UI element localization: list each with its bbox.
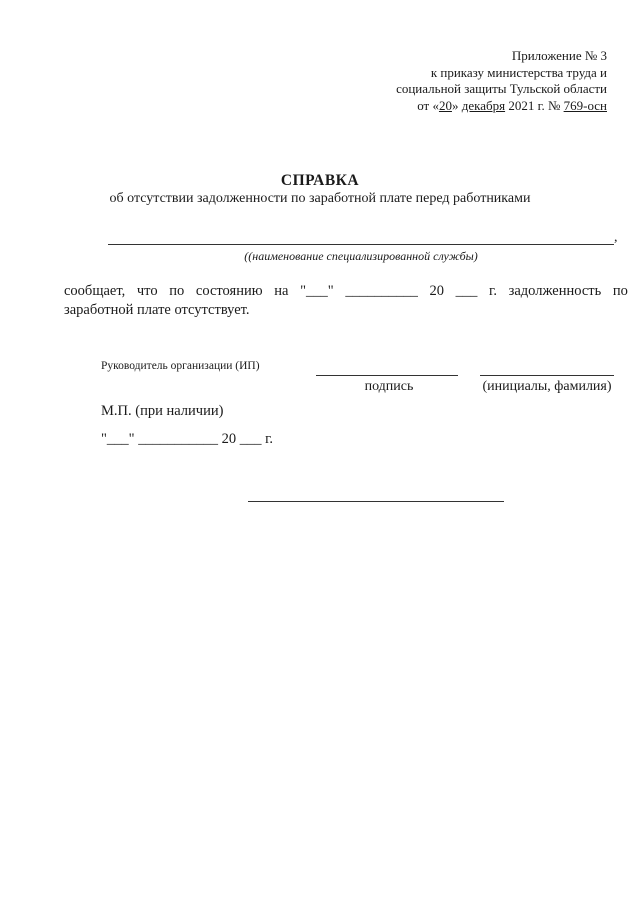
document-subtitle: об отсутствии задолженности по заработной плате перед работниками <box>109 191 531 206</box>
head-of-organization-label: Руководитель организации (ИП) <box>101 360 260 372</box>
order-number: 769-осн <box>563 97 607 113</box>
statement-word: __________ <box>345 283 418 299</box>
appendix-header <box>396 48 607 114</box>
statement-word: ___ <box>455 283 478 299</box>
statement-word: на <box>274 283 289 299</box>
date-prefix: от « <box>417 97 439 113</box>
statement-word: по <box>612 283 628 299</box>
statement-word: состоянию <box>195 283 263 299</box>
document-title: СПРАВКА <box>280 172 360 189</box>
appendix-line-4 <box>396 98 607 115</box>
appendix-line-1: Приложение № 3 <box>511 48 607 63</box>
organization-caption: ((наименование специализированной службы) <box>244 249 478 263</box>
statement-word: задолженность <box>508 283 602 299</box>
signature-caption: подпись <box>364 379 414 394</box>
initials-caption: (инициалы, фамилия) <box>482 379 612 394</box>
statement-word: "___" <box>300 283 334 299</box>
signature-line <box>316 375 458 376</box>
statement-paragraph <box>64 282 628 320</box>
statement-word: г. <box>489 283 497 299</box>
date-line: "___" ___________ 20 ___ г. <box>101 431 274 447</box>
bottom-separator-line <box>248 501 504 502</box>
stamp-label: М.П. (при наличии) <box>101 403 224 419</box>
appendix-line-2: к приказу министерства труда и <box>430 64 607 80</box>
date-mid: » <box>451 97 462 113</box>
statement-line-1 <box>64 282 628 301</box>
statement-word: по <box>169 283 185 299</box>
statement-word: сообщает, <box>64 283 126 299</box>
order-month: декабря <box>461 97 506 113</box>
order-day: 20 <box>438 97 452 113</box>
statement-line-2: заработной плате отсутствует. <box>64 302 250 318</box>
order-year: 2021 г. № <box>505 97 564 113</box>
appendix-line-3: социальной защиты Тульской области <box>396 81 607 96</box>
organization-comma: , <box>614 230 618 245</box>
statement-word: 20 <box>429 283 444 299</box>
initials-line <box>480 375 614 376</box>
organization-name-line <box>108 244 614 245</box>
statement-word: что <box>136 283 158 299</box>
